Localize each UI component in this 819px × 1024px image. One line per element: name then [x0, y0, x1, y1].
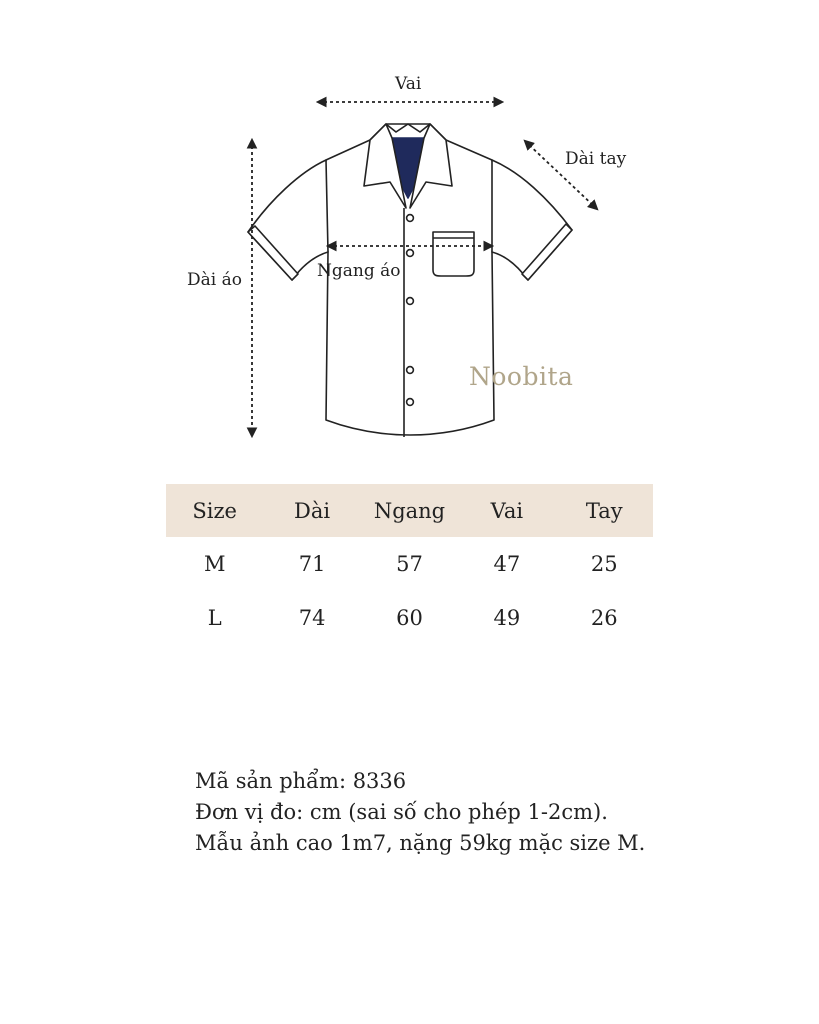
table-header-row	[166, 484, 653, 537]
cell-ngang: 60	[396, 606, 423, 630]
cell-tay: 25	[590, 552, 618, 576]
cell-dai: 71	[298, 552, 326, 576]
table-row	[166, 537, 653, 591]
label-ngang-ao: Ngang áo	[317, 261, 401, 281]
cell-ngang: 57	[396, 552, 423, 576]
header-vai: Vai	[490, 498, 524, 523]
header-ngang: Ngang	[373, 498, 446, 523]
header-size: Size	[192, 498, 237, 523]
model-info: Mẫu ảnh cao 1m7, nặng 59kg mặc size M.	[195, 831, 646, 855]
header-dai: Dài	[294, 498, 331, 523]
cell-size: L	[207, 606, 222, 630]
cell-vai: 47	[493, 552, 521, 576]
product-notes	[195, 766, 645, 859]
label-dai-ao: Dài áo	[187, 270, 242, 290]
measurement-unit-note: Đơn vị đo: cm (sai số cho phép 1-2cm).	[195, 800, 608, 824]
header-tay: Tay	[585, 498, 623, 523]
cell-vai: 49	[493, 606, 521, 630]
shirt-diagram	[0, 0, 819, 460]
cell-tay: 26	[590, 606, 618, 630]
shirt-illustration	[0, 0, 819, 460]
cell-dai: 74	[298, 606, 326, 630]
size-table	[166, 484, 653, 645]
brand-watermark: Noobita	[469, 362, 574, 391]
label-vai: Vai	[395, 74, 422, 94]
table-row	[166, 591, 653, 645]
label-dai-tay: Dài tay	[565, 149, 627, 169]
product-code: Mã sản phẩm: 8336	[195, 769, 407, 793]
cell-size: M	[203, 552, 226, 576]
